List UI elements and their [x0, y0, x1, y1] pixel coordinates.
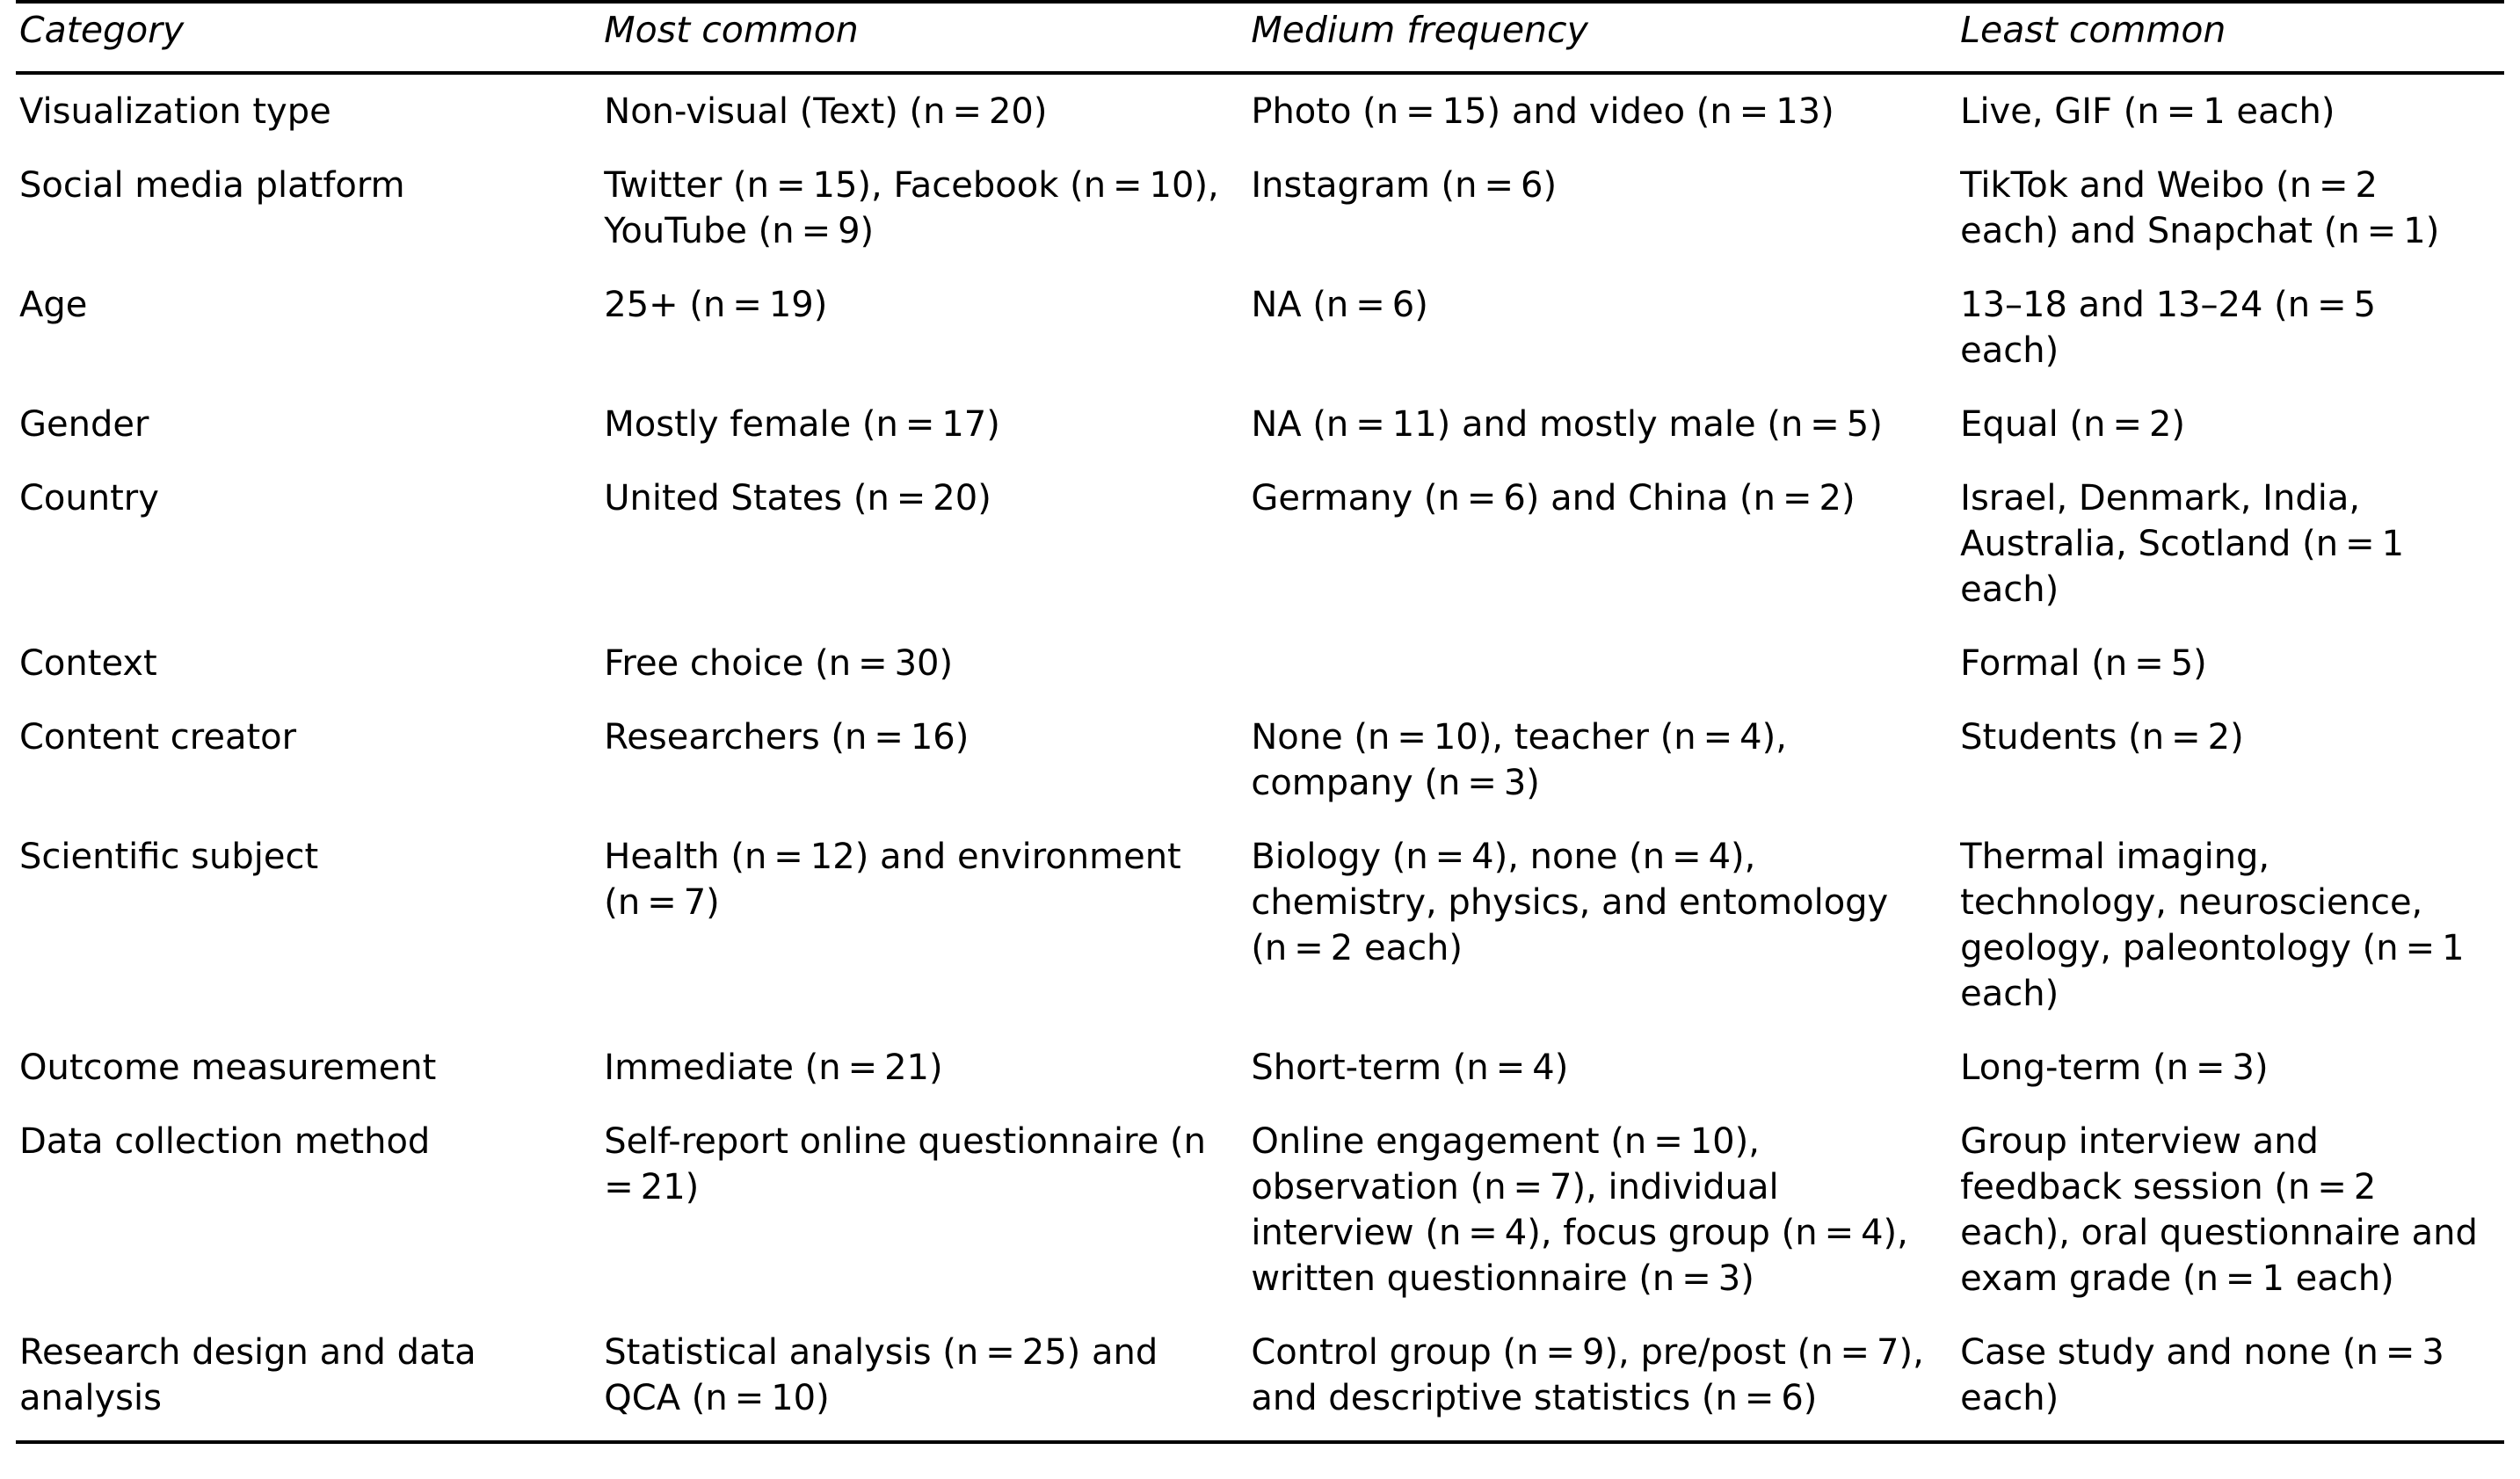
cell-most-common: Health (n = 12) and environment (n = 7) — [604, 837, 1181, 924]
cell-most-common: Researchers (n = 16) — [604, 717, 970, 758]
cell-category: Visualization type — [19, 91, 331, 133]
cell-medium-frequency: NA (n = 6) — [1251, 285, 1428, 326]
cell-medium-frequency: Short-term (n = 4) — [1251, 1048, 1569, 1089]
cell-most-common: Immediate (n = 21) — [604, 1048, 943, 1089]
table-row — [16, 1105, 2504, 1316]
cell-least-common: Long-term (n = 3) — [1960, 1048, 2269, 1089]
column-header-category: Category — [16, 2, 600, 73]
cell-medium-frequency: None (n = 10), teacher (n = 4), company (n = 3) — [1251, 717, 1787, 804]
cell-most-common: 25+ (n = 19) — [604, 285, 828, 326]
table-body — [16, 73, 2504, 1442]
cell-medium-frequency: Control group (n = 9), pre/post (n = 7), and descriptive statistics (n = 6) — [1251, 1332, 1924, 1419]
table-row — [16, 700, 2504, 820]
cell-category: Age — [19, 285, 88, 326]
summary-table — [16, 0, 2504, 1444]
cell-least-common: Equal (n = 2) — [1960, 404, 2186, 446]
cell-least-common: Live, GIF (n = 1 each) — [1960, 91, 2335, 133]
table-row — [16, 627, 2504, 700]
cell-medium-frequency: Photo (n = 15) and video (n = 13) — [1251, 91, 1834, 133]
cell-category: Data collection method — [19, 1121, 431, 1163]
cell-most-common: Self-report online questionnaire (n = 21) — [604, 1121, 1213, 1208]
cell-category: Country — [19, 478, 159, 519]
cell-most-common: United States (n = 20) — [604, 478, 991, 519]
cell-medium-frequency: NA (n = 11) and mostly male (n = 5) — [1251, 404, 1883, 446]
cell-category: Outcome measurement — [19, 1048, 437, 1089]
cell-least-common: Students (n = 2) — [1960, 717, 2244, 758]
cell-category: Research design and data analysis — [19, 1332, 476, 1419]
table-row — [16, 820, 2504, 1031]
cell-most-common: Statistical analysis (n = 25) and QCA (n = 10) — [604, 1332, 1158, 1419]
cell-least-common: Formal (n = 5) — [1960, 643, 2207, 685]
cell-medium-frequency: Germany (n = 6) and China (n = 2) — [1251, 478, 1856, 519]
cell-least-common: TikTok and Weibo (n = 2 each) and Snapchat (n = 1) — [1960, 165, 2440, 252]
table-row — [16, 1031, 2504, 1105]
cell-most-common: Twitter (n = 15), Facebook (n = 10), YouTube (n = 9) — [604, 165, 1219, 252]
table-row — [16, 149, 2504, 268]
cell-most-common: Free choice (n = 30) — [604, 643, 954, 685]
cell-most-common: Non-visual (Text) (n = 20) — [604, 91, 1048, 133]
cell-least-common: Israel, Denmark, India, Australia, Scotland (n = 1 each) — [1960, 478, 2405, 611]
table-row — [16, 461, 2504, 627]
cell-category: Context — [19, 643, 157, 685]
cell-category: Gender — [19, 404, 149, 446]
cell-medium-frequency: Biology (n = 4), none (n = 4), chemistry, physics, and entomology (n = 2 each) — [1251, 837, 1889, 969]
cell-most-common: Mostly female (n = 17) — [604, 404, 1000, 446]
header-row — [16, 2, 2504, 73]
column-header-least-common: Least common — [1957, 2, 2504, 73]
table-header — [16, 2, 2504, 73]
table-row — [16, 1316, 2504, 1442]
table-row — [16, 268, 2504, 388]
table-row — [16, 73, 2504, 149]
cell-least-common: Case study and none (n = 3 each) — [1960, 1332, 2444, 1419]
cell-least-common: Thermal imaging, technology, neuroscience, geology, paleontology (n = 1 each) — [1960, 837, 2465, 1015]
cell-category: Content creator — [19, 717, 297, 758]
cell-medium-frequency: Instagram (n = 6) — [1251, 165, 1558, 207]
column-header-medium-frequency: Medium frequency — [1247, 2, 1957, 73]
table-row — [16, 388, 2504, 461]
cell-medium-frequency: Online engagement (n = 10), observation (n = 7), individual interview (n = 4), focus group (n = 4), written questionnaire (n = 3) — [1251, 1121, 1908, 1300]
cell-category: Social media platform — [19, 165, 405, 207]
cell-category: Scientific subject — [19, 837, 319, 878]
cell-least-common: Group interview and feedback session (n = 2 each), oral questionnaire and exam grade (n = 1 each) — [1960, 1121, 2478, 1300]
column-header-most-common: Most common — [600, 2, 1247, 73]
cell-medium-frequency — [1247, 627, 1957, 700]
cell-least-common: 13–18 and 13–24 (n = 5 each) — [1960, 285, 2377, 372]
